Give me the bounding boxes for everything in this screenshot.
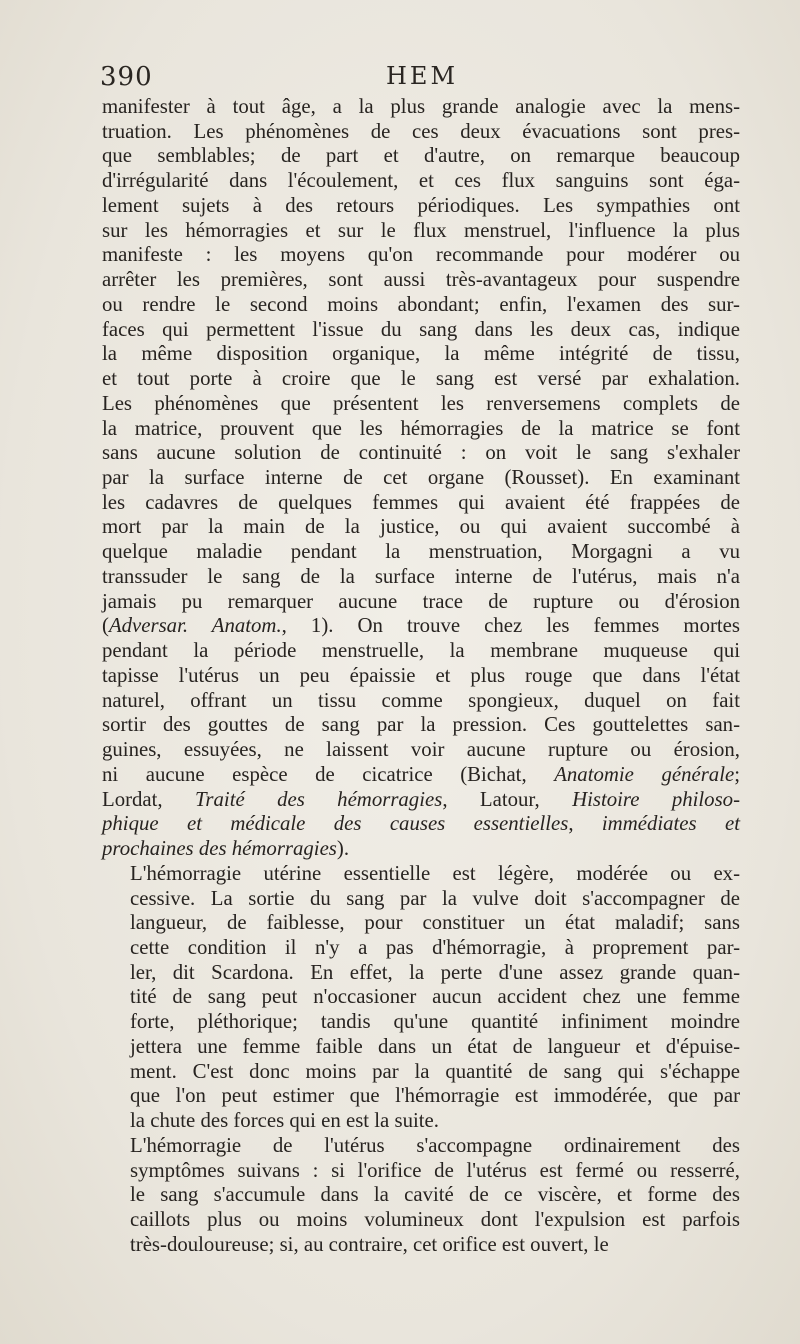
text-line: jamais pu remarquer aucune trace de rupture ou d'érosion (102, 589, 740, 613)
text-line: mort par la main de la justice, ou qui avaient succombé à (102, 515, 740, 539)
running-head: HEM (386, 62, 459, 90)
text-line: tapisse l'utérus un peu épaissie et plus rouge que dans l'état (102, 663, 740, 687)
text-line: le sang s'accumule dans la cavité de ce viscère, et forme des (130, 1183, 740, 1207)
text-line: Les phénomènes que présentent les renversemens complets de (102, 391, 740, 415)
text-line: prochaines des hémorragies). (102, 837, 350, 861)
text-line: jettera une femme faible dans un état de langueur et d'épuise- (130, 1034, 740, 1058)
text-line: langueur, de faiblesse, pour constituer un état maladif; sans (130, 911, 740, 935)
page-number: 390 (100, 62, 153, 92)
paragraph (102, 95, 740, 862)
text-line: cessive. La sortie du sang par la vulve doit s'accompagner de (130, 886, 740, 910)
text-line: ment. C'est donc moins par la quantité de sang qui s'échappe (130, 1059, 740, 1083)
text-line: arrêter les premières, sont aussi très-avantageux pour suspendre (102, 268, 740, 292)
text-line: que semblables; de part et d'autre, on remarque beaucoup (102, 144, 740, 168)
text-line: lement sujets à des retours périodiques. Les sympathies ont (102, 193, 740, 217)
text-line: la matrice, prouvent que les hémorragies de la matrice se font (102, 416, 740, 440)
text-line: ou rendre le second moins abondant; enfin, l'examen des sur- (102, 292, 740, 316)
text-line: sur les hémorragies et sur le flux menstruel, l'influence la plus (102, 218, 740, 242)
text-line: pendant la période menstruelle, la membrane muqueuse qui (102, 639, 740, 663)
text-line: très-douloureuse; si, au contraire, cet orifice est ouvert, le (130, 1232, 609, 1256)
text-line: naturel, offrant un tissu comme spongieux, duquel on fait (102, 688, 740, 712)
text-line: (Adversar. Anatom., 1). On trouve chez les femmes mortes (102, 614, 740, 638)
text-line: par la surface interne de cet organe (Rousset). En examinant (102, 466, 740, 490)
body-text (102, 95, 740, 1258)
text-line: et tout porte à croire que le sang est versé par exhalation. (102, 367, 740, 391)
text-line: cette condition il n'y a pas d'hémorragie, à proprement par- (130, 935, 740, 959)
page-header (100, 58, 740, 94)
text-line: ler, dit Scardona. En effet, la perte d'une assez grande quan- (130, 960, 740, 984)
text-line: d'irrégularité dans l'écoulement, et ces flux sanguins sont éga- (102, 169, 740, 193)
text-line: transsuder le sang de la surface interne de l'utérus, mais n'a (102, 564, 740, 588)
text-line: truation. Les phénomènes de ces deux évacuations sont pres- (102, 119, 740, 143)
text-line: les cadavres de quelques femmes qui avaient été frappées de (102, 490, 740, 514)
paragraph (102, 862, 740, 1134)
text-line: que l'on peut estimer que l'hémorragie est immodérée, que par (130, 1084, 740, 1108)
text-line: caillots plus ou moins volumineux dont l'expulsion est parfois (130, 1208, 740, 1232)
paragraph (102, 1134, 740, 1258)
text-line: manifester à tout âge, a la plus grande analogie avec la mens- (102, 95, 740, 118)
text-line: faces qui permettent l'issue du sang dans les deux cas, indique (102, 317, 740, 341)
text-line: guines, essuyées, ne laissent voir aucune rupture ou érosion, (102, 738, 740, 762)
text-line: L'hémorragie de l'utérus s'accompagne ordinairement des (130, 1133, 740, 1157)
text-line: la chute des forces qui en est la suite. (130, 1109, 439, 1133)
text-line: forte, pléthorique; tandis qu'une quantité infiniment moindre (130, 1010, 740, 1034)
text-line: phique et médicale des causes essentielles, immédiates et (102, 812, 740, 836)
text-line: Lordat, Traité des hémorragies, Latour, Histoire philoso- (102, 787, 740, 811)
text-line: sortir des gouttes de sang par la pression. Ces gouttelettes san- (102, 713, 740, 737)
text-line: quelque maladie pendant la menstruation, Morgagni a vu (102, 540, 740, 564)
text-line: la même disposition organique, la même intégrité de tissu, (102, 342, 740, 366)
text-line: manifeste : les moyens qu'on recommande pour modérer ou (102, 243, 740, 267)
text-line: ni aucune espèce de cicatrice (Bichat, Anatomie générale; (102, 762, 740, 786)
text-line: L'hémorragie utérine essentielle est légère, modérée ou ex- (130, 861, 740, 885)
text-line: symptômes suivans : si l'orifice de l'utérus est fermé ou resserré, (130, 1158, 740, 1182)
text-line: tité de sang peut n'occasioner aucun accident chez une femme (130, 985, 740, 1009)
text-line: sans aucune solution de continuité : on voit le sang s'exhaler (102, 441, 740, 465)
